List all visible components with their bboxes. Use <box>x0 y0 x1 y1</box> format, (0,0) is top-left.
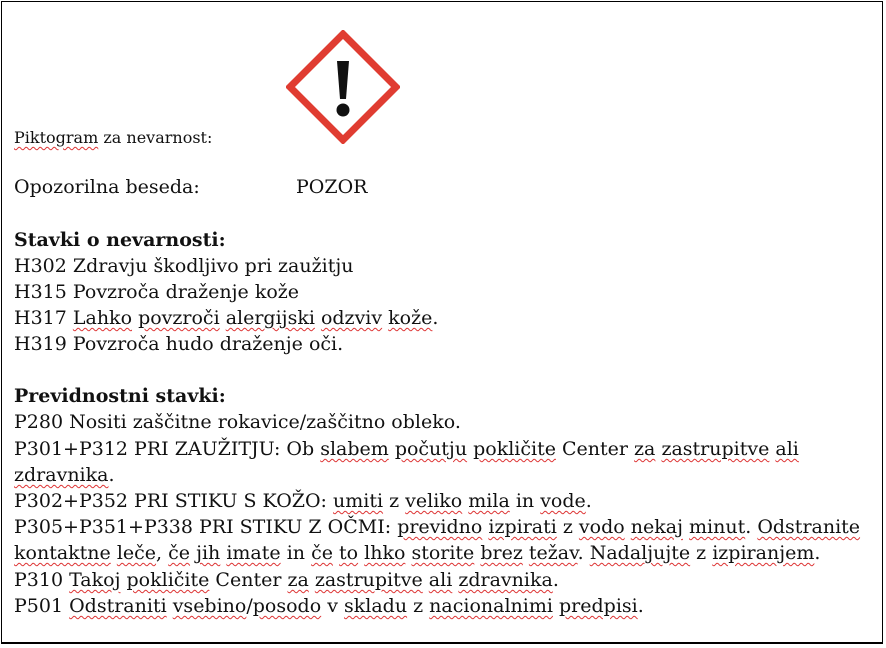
text-run: H317 <box>14 307 73 329</box>
text-run: za nevarnost: <box>98 128 213 147</box>
spellcheck-flagged-word: storite <box>411 542 475 564</box>
spellcheck-flagged-word: to <box>339 542 359 564</box>
spellcheck-flagged-word: zdravnika <box>14 464 109 486</box>
text-run: . <box>585 490 592 512</box>
text-run: P501 <box>14 595 70 617</box>
precautionary-statement <box>14 462 115 488</box>
spellcheck-flagged-word: previdno <box>397 516 483 538</box>
text-run: Center <box>209 569 288 591</box>
text-run: / <box>246 595 253 617</box>
text-run: P280 Nositi zaščitne rokavice/zaščitno obleko. <box>14 411 461 433</box>
spellcheck-flagged-word: Takoj <box>69 569 121 591</box>
spellcheck-flagged-word: izpiranjem <box>712 542 815 564</box>
text-run: in <box>509 490 541 512</box>
text-run: P310 <box>14 569 70 591</box>
text-run: . <box>745 516 758 538</box>
spellcheck-flagged-word: povzroči <box>138 307 220 329</box>
spellcheck-flagged-word: slabem <box>320 438 389 460</box>
spellcheck-flagged-word: alergijski <box>225 307 315 329</box>
precautionary-statement <box>14 540 820 566</box>
spellcheck-flagged-word: kože <box>388 307 433 329</box>
spellcheck-flagged-word: Piktogram <box>14 128 99 147</box>
spellcheck-flagged-word: Nadaljujte <box>589 542 691 564</box>
text-run: . <box>637 595 644 617</box>
spellcheck-flagged-word: skladu <box>344 595 408 617</box>
spellcheck-flagged-word: počutju <box>394 438 468 460</box>
text-run: z <box>407 595 430 617</box>
spellcheck-flagged-word: vode <box>540 490 586 512</box>
text-run: z <box>383 490 406 512</box>
text-run: P301+P312 PRI ZAUŽITJU: Ob <box>14 438 321 460</box>
spellcheck-flagged-word: zastrupitve <box>314 569 423 591</box>
spellcheck-flagged-word: jih <box>196 542 221 564</box>
text-run: in <box>280 542 312 564</box>
text-run: . <box>432 307 439 329</box>
exclamation-mark-icon <box>286 30 400 144</box>
spellcheck-flagged-word: leče <box>116 542 157 564</box>
spellcheck-flagged-word: Odstranite <box>757 516 861 538</box>
hazard-pictogram <box>286 30 400 144</box>
hazard-statement <box>14 331 343 357</box>
precautionary-statement <box>14 436 799 462</box>
spellcheck-flagged-word: težav <box>528 542 578 564</box>
spellcheck-flagged-word: Odstraniti <box>69 595 167 617</box>
signal-word-label: Opozorilna beseda: <box>14 176 200 198</box>
spellcheck-flagged-word: kontaktne <box>14 542 111 564</box>
spellcheck-flagged-word: brez <box>480 542 523 564</box>
hazard-statement <box>14 253 353 279</box>
hazard-statements-heading: Stavki o nevarnosti: <box>14 229 226 251</box>
text-run: H319 Povzroča hudo draženje oči. <box>14 333 344 355</box>
precautionary-statement <box>14 593 644 619</box>
text-run: , <box>156 542 169 564</box>
spellcheck-flagged-word: vsebino <box>172 595 247 617</box>
spellcheck-flagged-word: če <box>168 542 191 564</box>
spellcheck-flagged-word: nekaj <box>630 516 683 538</box>
precautionary-statement <box>14 409 461 435</box>
signal-word: POZOR <box>296 176 368 198</box>
text-run: . <box>577 542 590 564</box>
text-run: P302+P352 PRI STIKU S KOŽO: <box>14 490 333 512</box>
spellcheck-flagged-word: za <box>634 438 656 460</box>
text-run: P305+P351+P338 PRI STIKU Z OČMI: <box>14 516 398 538</box>
text-run: . <box>552 569 559 591</box>
signal-word-row <box>14 174 368 200</box>
hazard-statement <box>14 305 438 331</box>
text-run: . <box>814 542 821 564</box>
text-run: z <box>690 542 713 564</box>
text-run: Center <box>555 438 635 460</box>
spellcheck-flagged-word: zdravnika <box>458 569 553 591</box>
text-run: H315 Povzroča draženje kože <box>14 281 300 303</box>
spellcheck-flagged-word: vodo <box>578 516 625 538</box>
spellcheck-flagged-word: ali <box>428 569 453 591</box>
spellcheck-flagged-word: predpisi <box>559 595 638 617</box>
text-run: . <box>108 464 115 486</box>
text-run: z <box>556 516 579 538</box>
spellcheck-flagged-word: za <box>287 569 309 591</box>
spellcheck-flagged-word: posodo <box>252 595 322 617</box>
precautionary-statement <box>14 514 860 540</box>
spellcheck-flagged-word: umiti <box>333 490 384 512</box>
spellcheck-flagged-word: ali <box>775 438 799 460</box>
spellcheck-flagged-word: pokličite <box>126 569 210 591</box>
spellcheck-flagged-word: minut <box>689 516 746 538</box>
precautionary-statement <box>14 488 592 514</box>
spellcheck-flagged-word: odzviv <box>320 307 383 329</box>
spellcheck-flagged-word: veliko <box>405 490 463 512</box>
text-run: H302 Zdravju škodljivo pri zaužitju <box>14 255 354 277</box>
text-run: v <box>321 595 344 617</box>
label-frame <box>1 1 883 644</box>
precautionary-statement <box>14 567 559 593</box>
spellcheck-flagged-word: če <box>311 542 333 564</box>
spellcheck-flagged-word: imate <box>226 542 281 564</box>
precautionary-statements-heading: Previdnostni stavki: <box>14 385 226 407</box>
spellcheck-flagged-word: pokličite <box>473 438 556 460</box>
spellcheck-flagged-word: Lahko <box>72 307 133 329</box>
spellcheck-flagged-word: nacionalnimi <box>429 595 553 617</box>
spellcheck-flagged-word: mila <box>468 490 510 512</box>
hazard-statement <box>14 279 299 305</box>
spellcheck-flagged-word: lhko <box>364 542 406 564</box>
spellcheck-flagged-word: izpirati <box>488 516 557 538</box>
pictogram-label <box>14 125 212 151</box>
spellcheck-flagged-word: zastrupitve <box>661 438 770 460</box>
